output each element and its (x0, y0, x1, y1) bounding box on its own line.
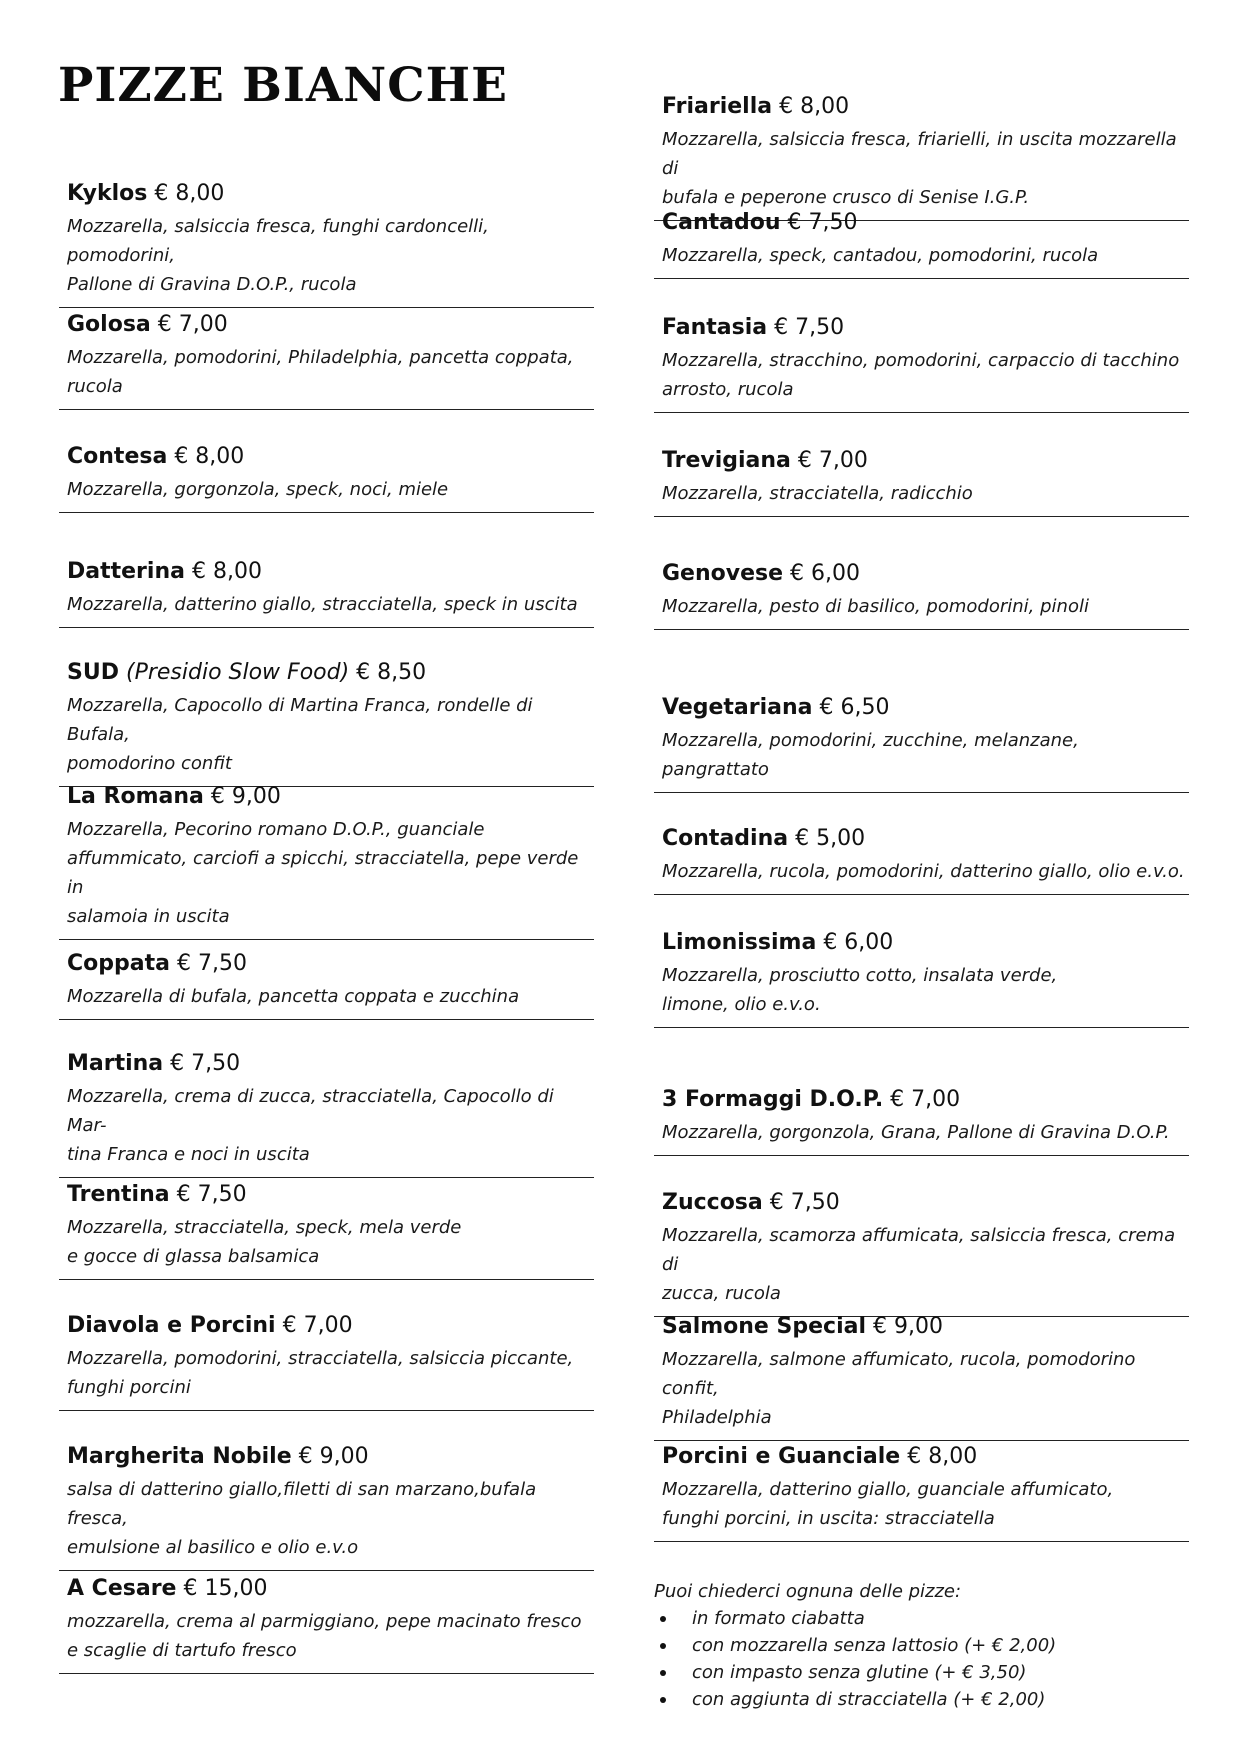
bullet-icon (660, 1697, 666, 1703)
menu-item-martina (59, 1048, 594, 1178)
item-price: € 9,00 (298, 1444, 369, 1469)
item-name: Genovese (662, 561, 784, 586)
menu-item-contadina (654, 823, 1189, 895)
item-description: Mozzarella, speck, cantadou, pomodorini, rucola (662, 245, 1099, 266)
options-intro: Puoi chiederci ognuna delle pizze: (654, 1581, 962, 1602)
item-name: Margherita Nobile (67, 1444, 292, 1469)
item-price: € 8,00 (174, 444, 245, 469)
item-price: € 7,50 (176, 1182, 247, 1207)
item-price: € 6,50 (819, 695, 890, 720)
item-description: Mozzarella, pesto di basilico, pomodorini, pinoli (662, 596, 1089, 617)
menu-item-sud (59, 657, 594, 787)
menu-item-margherita-nobile (59, 1441, 594, 1571)
item-name: Datterina (67, 559, 185, 584)
menu-item-coppata (59, 948, 594, 1020)
item-description: Mozzarella, stracciatella, speck, mela verde e gocce di glassa balsamica (67, 1217, 462, 1267)
item-description: Mozzarella, salsiccia fresca, funghi cardoncelli, pomodorini, Pallone di Gravina D.O.P., rucola (67, 216, 489, 295)
item-price: € 7,00 (890, 1087, 961, 1112)
list-item (654, 1659, 1194, 1686)
list-item (654, 1686, 1194, 1713)
item-price: € 8,00 (779, 94, 850, 119)
item-description: Mozzarella, Pecorino romano D.O.P., guanciale affummicato, carciofi a spicchi, stracciatella, pepe verde in salamoia in uscita (67, 819, 579, 927)
item-price: € 9,00 (210, 784, 281, 809)
option-text: in formato ciabatta (692, 1608, 865, 1629)
item-description: Mozzarella, salmone affumicato, rucola, pomodorino confit, Philadelphia (662, 1349, 1136, 1428)
menu-item-cantadou (654, 207, 1189, 279)
item-price: € 15,00 (183, 1576, 268, 1601)
item-description: Mozzarella di bufala, pancetta coppata e zucchina (67, 986, 520, 1007)
item-name: A Cesare (67, 1576, 177, 1601)
list-item (654, 1632, 1194, 1659)
option-text: con aggiunta di stracciatella (+ € 2,00) (692, 1689, 1046, 1710)
list-item (654, 1605, 1194, 1632)
item-description: Mozzarella, pomodorini, stracciatella, salsiccia piccante, funghi porcini (67, 1348, 574, 1398)
item-price: € 8,00 (907, 1444, 978, 1469)
menu-item-kyklos (59, 178, 594, 308)
options-note (654, 1578, 1194, 1713)
item-name: Kyklos (67, 181, 148, 206)
menu-item-zuccosa (654, 1187, 1189, 1317)
menu-item-a-cesare (59, 1573, 594, 1674)
menu-item-limonissima (654, 927, 1189, 1028)
menu-item-salmone-special (654, 1311, 1189, 1441)
item-price: € 7,50 (769, 1190, 840, 1215)
menu-item-vegetariana (654, 692, 1189, 793)
item-name: Fantasia (662, 315, 768, 340)
item-description: Mozzarella, gorgonzola, Grana, Pallone di Gravina D.O.P. (662, 1122, 1170, 1143)
item-description: Mozzarella, scamorza affumicata, salsiccia fresca, crema di zucca, rucola (662, 1225, 1176, 1304)
item-description: Mozzarella, datterino giallo, stracciatella, speck in uscita (67, 594, 578, 615)
item-price: € 8,00 (154, 181, 225, 206)
item-name: La Romana (67, 784, 204, 809)
item-price: € 5,00 (795, 826, 866, 851)
item-name: Martina (67, 1051, 164, 1076)
bullet-icon (660, 1616, 666, 1622)
item-price: € 7,50 (774, 315, 845, 340)
item-description: Mozzarella, stracchino, pomodorini, carpaccio di tacchino arrosto, rucola (662, 350, 1180, 400)
item-description: Mozzarella, Capocollo di Martina Franca, rondelle di Bufala, pomodorino confit (67, 695, 533, 774)
menu-item-contesa (59, 441, 594, 513)
item-price: € 7,50 (176, 951, 247, 976)
item-name: Porcini e Guanciale (662, 1444, 901, 1469)
bullet-icon (660, 1643, 666, 1649)
item-price: € 9,00 (873, 1314, 943, 1339)
bullet-icon (660, 1670, 666, 1676)
item-price: € 7,50 (170, 1051, 241, 1076)
item-price: € 7,00 (282, 1313, 353, 1338)
menu-item-porcini-e-guanciale (654, 1441, 1189, 1542)
item-price: € 7,00 (797, 448, 868, 473)
item-price: € 7,50 (787, 210, 858, 235)
options-list (654, 1605, 1194, 1713)
item-name: Zuccosa (662, 1190, 763, 1215)
item-name: Limonissima (662, 930, 817, 955)
item-description: Mozzarella, pomodorini, zucchine, melanzane, pangrattato (662, 730, 1079, 780)
item-price: € 7,00 (157, 312, 228, 337)
item-name: Contesa (67, 444, 168, 469)
item-name: SUD (67, 660, 119, 685)
item-price: € 6,00 (790, 561, 861, 586)
item-description: Mozzarella, gorgonzola, speck, noci, miele (67, 479, 449, 500)
menu-item-golosa (59, 309, 594, 410)
page-title: PIZZE BIANCHE (58, 58, 508, 113)
menu-item-fantasia (654, 312, 1189, 413)
item-description: Mozzarella, rucola, pomodorini, datterino giallo, olio e.v.o. (662, 861, 1185, 882)
item-name: Contadina (662, 826, 789, 851)
menu-item-3-formaggi-dop (654, 1084, 1189, 1156)
option-text: con impasto senza glutine (+ € 3,50) (692, 1662, 1027, 1683)
item-note: (Presidio Slow Food) (125, 660, 350, 685)
item-description: Mozzarella, prosciutto cotto, insalata verde, limone, olio e.v.o. (662, 965, 1058, 1015)
item-name: Diavola e Porcini (67, 1313, 276, 1338)
item-description: Mozzarella, datterino giallo, guanciale affumicato, funghi porcini, in uscita: stracciatella (662, 1479, 1114, 1529)
item-name: Salmone Special (662, 1314, 866, 1339)
item-name: 3 Formaggi D.O.P. (662, 1087, 884, 1112)
item-name: Trevigiana (662, 448, 791, 473)
item-name: Cantadou (662, 210, 781, 235)
item-description: Mozzarella, stracciatella, radicchio (662, 483, 973, 504)
item-description: Mozzarella, salsiccia fresca, friarielli, in uscita mozzarella di bufala e peperone crusco di Senise I.G.P. (662, 129, 1177, 208)
item-name: Trentina (67, 1182, 170, 1207)
menu-item-trevigiana (654, 445, 1189, 517)
menu-item-diavola-e-porcini (59, 1310, 594, 1411)
item-description: Mozzarella, crema di zucca, stracciatella, Capocollo di Mar- tina Franca e noci in uscita (67, 1086, 554, 1165)
item-price: € 6,00 (823, 930, 894, 955)
menu-item-datterina (59, 556, 594, 628)
item-description: mozzarella, crema al parmiggiano, pepe macinato fresco e scaglie di tartufo fresco (67, 1611, 582, 1661)
menu-item-la-romana (59, 781, 594, 940)
item-price: € 8,00 (191, 559, 262, 584)
item-description: salsa di datterino giallo,filetti di san marzano,bufala fresca, emulsione al basilico e olio e.v.o (67, 1479, 537, 1558)
item-name: Friariella (662, 94, 773, 119)
item-name: Vegetariana (662, 695, 813, 720)
menu-item-trentina (59, 1179, 594, 1280)
menu-item-genovese (654, 558, 1189, 630)
option-text: con mozzarella senza lattosio (+ € 2,00) (692, 1635, 1057, 1656)
menu-item-friariella (654, 91, 1189, 221)
item-name: Coppata (67, 951, 170, 976)
item-price: € 8,50 (356, 660, 427, 685)
item-name: Golosa (67, 312, 151, 337)
item-description: Mozzarella, pomodorini, Philadelphia, pancetta coppata, rucola (67, 347, 574, 397)
